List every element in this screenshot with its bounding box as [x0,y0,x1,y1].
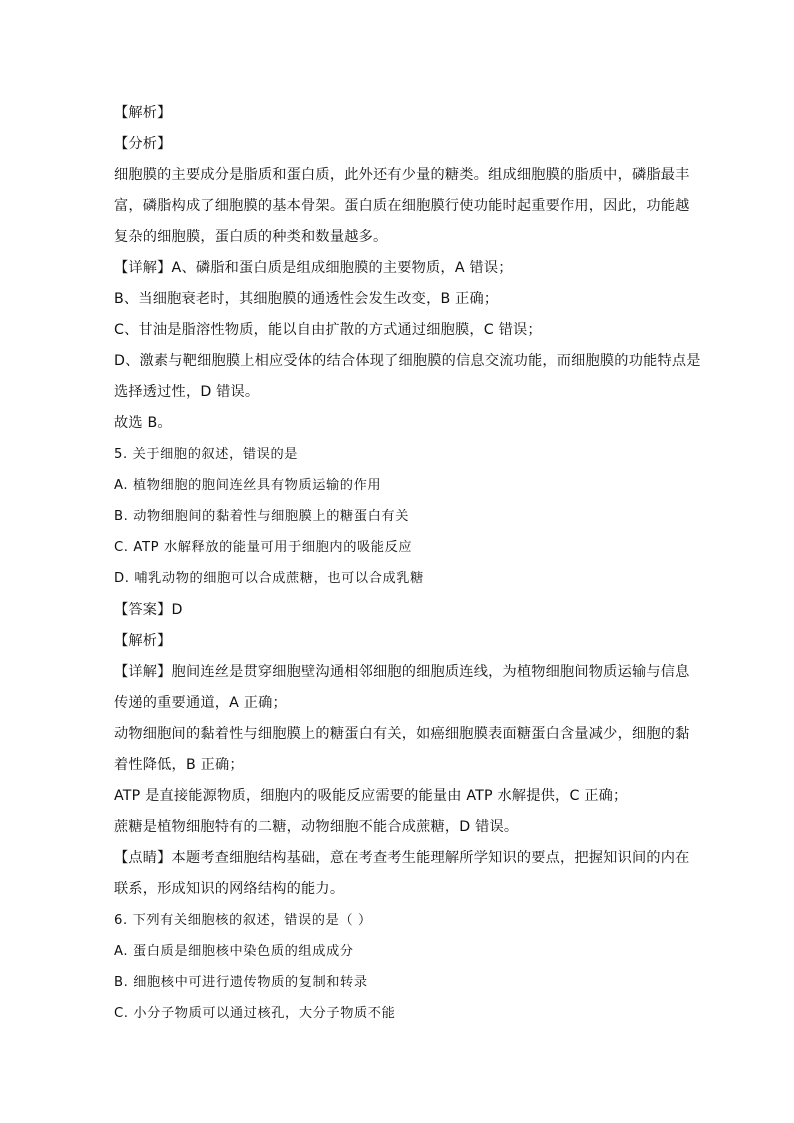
detail-line: ATP 是直接能源物质，细胞内的吸能反应需要的能量由 ATP 水解提供，C 正确； [114,788,628,804]
detail-line: D、激素与靶细胞膜上相应受体的结合体现了细胞膜的信息交流功能，而细胞膜的功能特点是 [114,353,701,369]
section-label-fenxi: 【分析】 [114,136,172,152]
detail-line: B、当细胞衰老时，其细胞膜的通透性会发生改变，B 正确； [114,291,499,307]
question-5-option-a: A. 植物细胞的胞间连丝具有物质运输的作用 [114,478,382,493]
detail-line: 【详解】胞间连丝是贯穿细胞壁沟通相邻细胞的细胞质连线，为植物细胞间物质运输与信息 [114,664,690,680]
detail-line: 选择透过性，D 错误。 [114,384,260,400]
question-5: 5. 关于细胞的叙述，错误的是 [114,447,299,462]
detail-line: C、甘油是脂溶性物质，能以自由扩散的方式通过细胞膜，C 错误； [114,322,542,338]
question-6-option-c: C. 小分子物质可以通过核孔，大分子物质不能 [114,1006,396,1021]
question-6-option-a: A. 蛋白质是细胞核中染色质的组成成分 [114,944,354,959]
paragraph-line: 细胞膜的主要成分是脂质和蛋白质，此外还有少量的糖类。组成细胞膜的脂质中，磷脂最丰 [114,167,690,183]
commentary-line: 联系，形成知识的网络结构的能力。 [114,881,345,897]
paragraph-line: 复杂的细胞膜，蛋白质的种类和数量越多。 [114,229,388,245]
detail-line: 蔗糖是植物细胞特有的二糖，动物细胞不能合成蔗糖，D 错误。 [114,819,519,835]
detail-line: 传递的重要通道，A 正确； [114,695,287,711]
detail-line: 动物细胞间的黏着性与细胞膜上的糖蛋白有关，如癌细胞膜表面糖蛋白含量减少，细胞的黏 [114,726,690,742]
paragraph-line: 富，磷脂构成了细胞膜的基本骨架。蛋白质在细胞膜行使功能时起重要作用，因此，功能越 [114,198,690,214]
conclusion-line: 故选 B。 [114,415,172,431]
question-5-option-d: D. 哺乳动物的细胞可以合成蔗糖，也可以合成乳糖 [114,571,424,586]
detail-line: 着性降低，B 正确； [114,757,244,773]
question-5-option-c: C. ATP 水解释放的能量可用于细胞内的吸能反应 [114,540,413,555]
detail-line: 【详解】A、磷脂和蛋白质是组成细胞膜的主要物质，A 错误； [114,260,513,276]
section-label-analysis: 【解析】 [114,105,172,121]
question-6-option-b: B. 细胞核中可进行遗传物质的复制和转录 [114,975,368,990]
question-6: 6. 下列有关细胞核的叙述，错误的是（ ） [114,913,372,928]
section-label-analysis: 【解析】 [114,633,172,649]
question-5-option-b: B. 动物细胞间的黏着性与细胞膜上的糖蛋白有关 [114,509,409,524]
commentary-line: 【点睛】本题考查细胞结构基础，意在考查考生能理解所学知识的要点，把握知识间的内在 [114,850,690,866]
answer-label: 【答案】D [114,602,183,618]
